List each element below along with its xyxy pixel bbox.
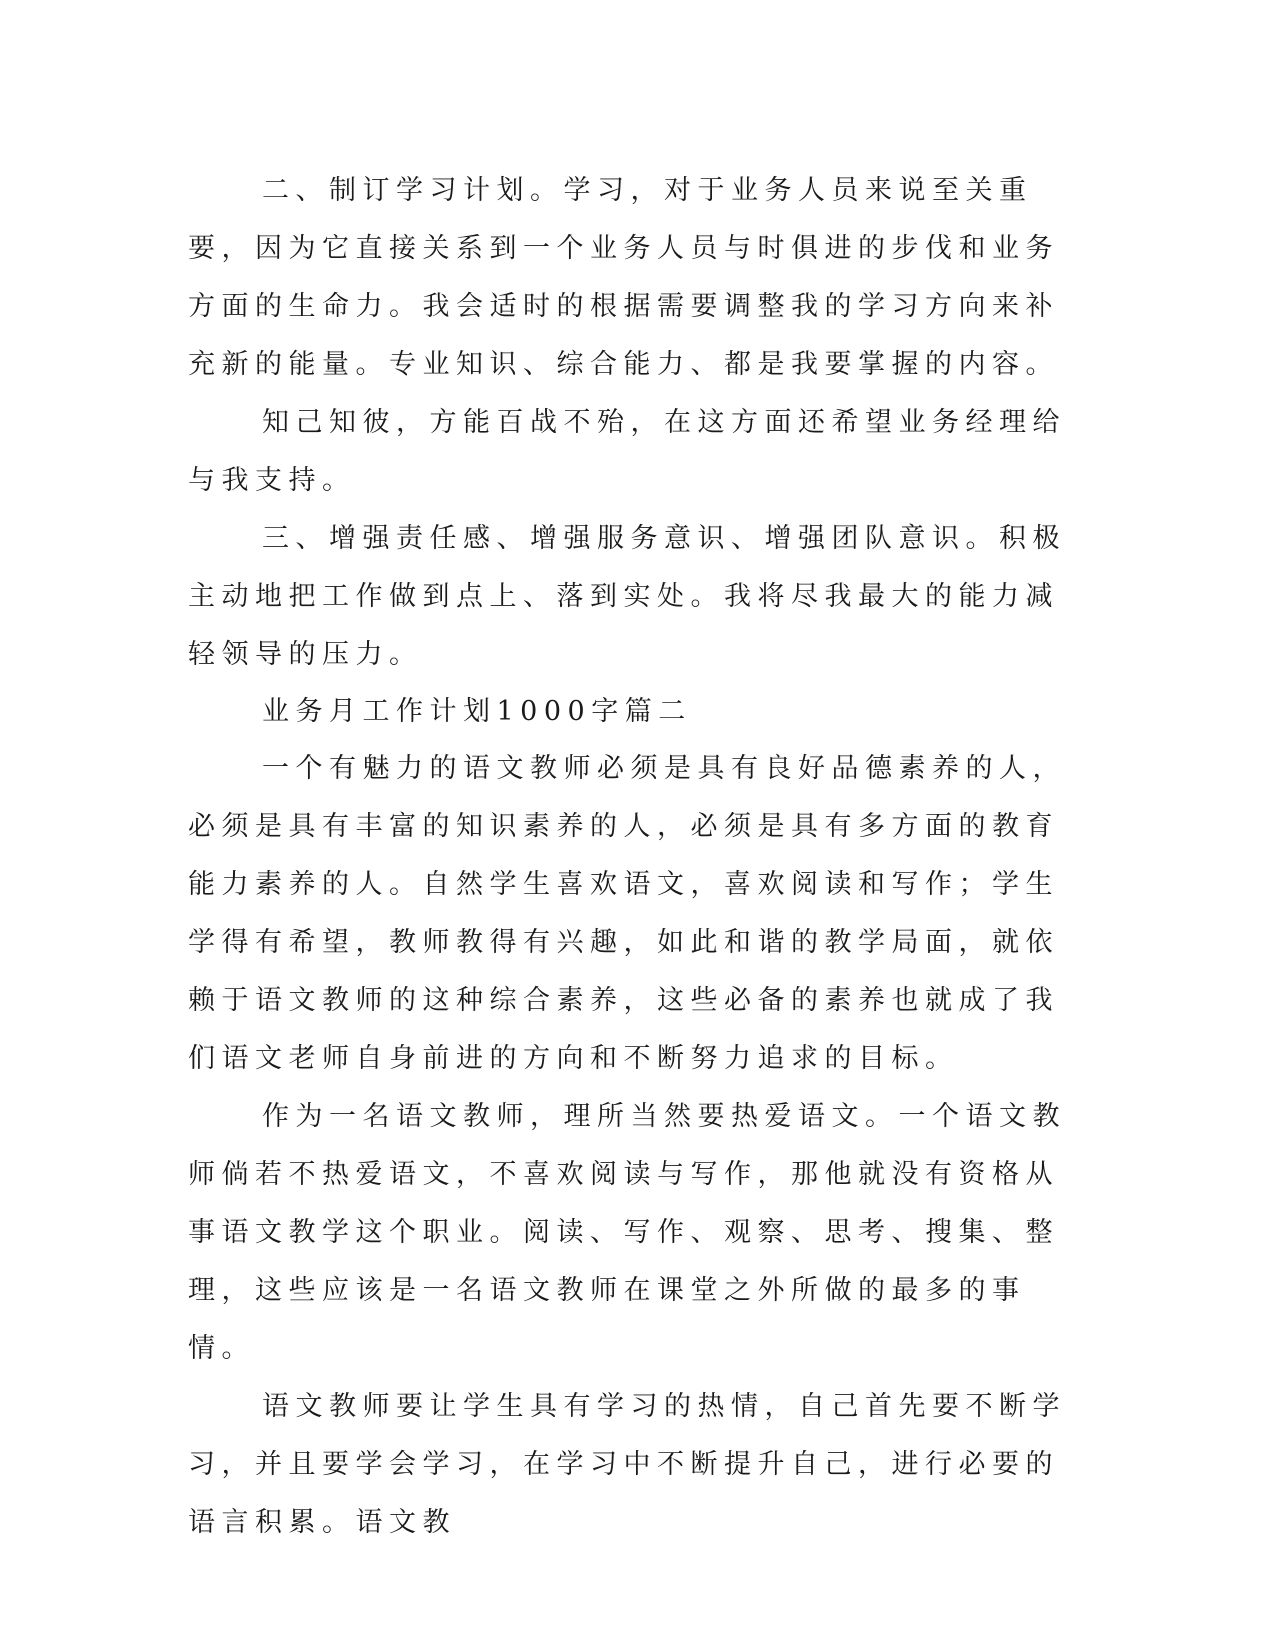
paragraph-know-yourself: 知己知彼，方能百战不殆，在这方面还希望业务经理给与我支持。	[188, 407, 1066, 496]
section-heading: 业务月工作计划1000字篇二	[262, 696, 692, 727]
paragraph-charming-teacher: 一个有魅力的语文教师必须是具有良好品德素养的人，必须是具有丰富的知识素养的人，必须是具有多方面的教育能力素养的人。自然学生喜欢语文，喜欢阅读和写作；学生学得有希望，教师教得有兴趣，如此和谐的教学局面，就依赖于语文教师的这种综合素养，这些必备的素养也就成了我们语文老师自身前进的方向和不断努力追求的目标。	[188, 753, 1066, 1074]
paragraph-learning-enthusiasm: 语文教师要让学生具有学习的热情，自己首先要不断学习，并且要学会学习，在学习中不断提升自己，进行必要的语言积累。语文教	[188, 1391, 1066, 1538]
paragraph-study-plan: 二、制订学习计划。学习，对于业务人员来说至关重要，因为它直接关系到一个业务人员与时俱进的步伐和业务方面的生命力。我会适时的根据需要调整我的学习方向来补充新的能量。专业知识、综合能力、都是我要掌握的内容。	[188, 175, 1059, 380]
paragraph-responsibility: 三、增强责任感、增强服务意识、增强团队意识。积极主动地把工作做到点上、落到实处。我将尽我最大的能力减轻领导的压力。	[188, 523, 1066, 670]
paragraph-love-chinese: 作为一名语文教师，理所当然要热爱语文。一个语文教师倘若不热爱语文，不喜欢阅读与写作，那他就没有资格从事语文教学这个职业。阅读、写作、观察、思考、搜集、整理，这些应该是一名语文教师在课堂之外所做的最多的事情。	[188, 1101, 1066, 1364]
document-body	[188, 162, 1068, 1552]
